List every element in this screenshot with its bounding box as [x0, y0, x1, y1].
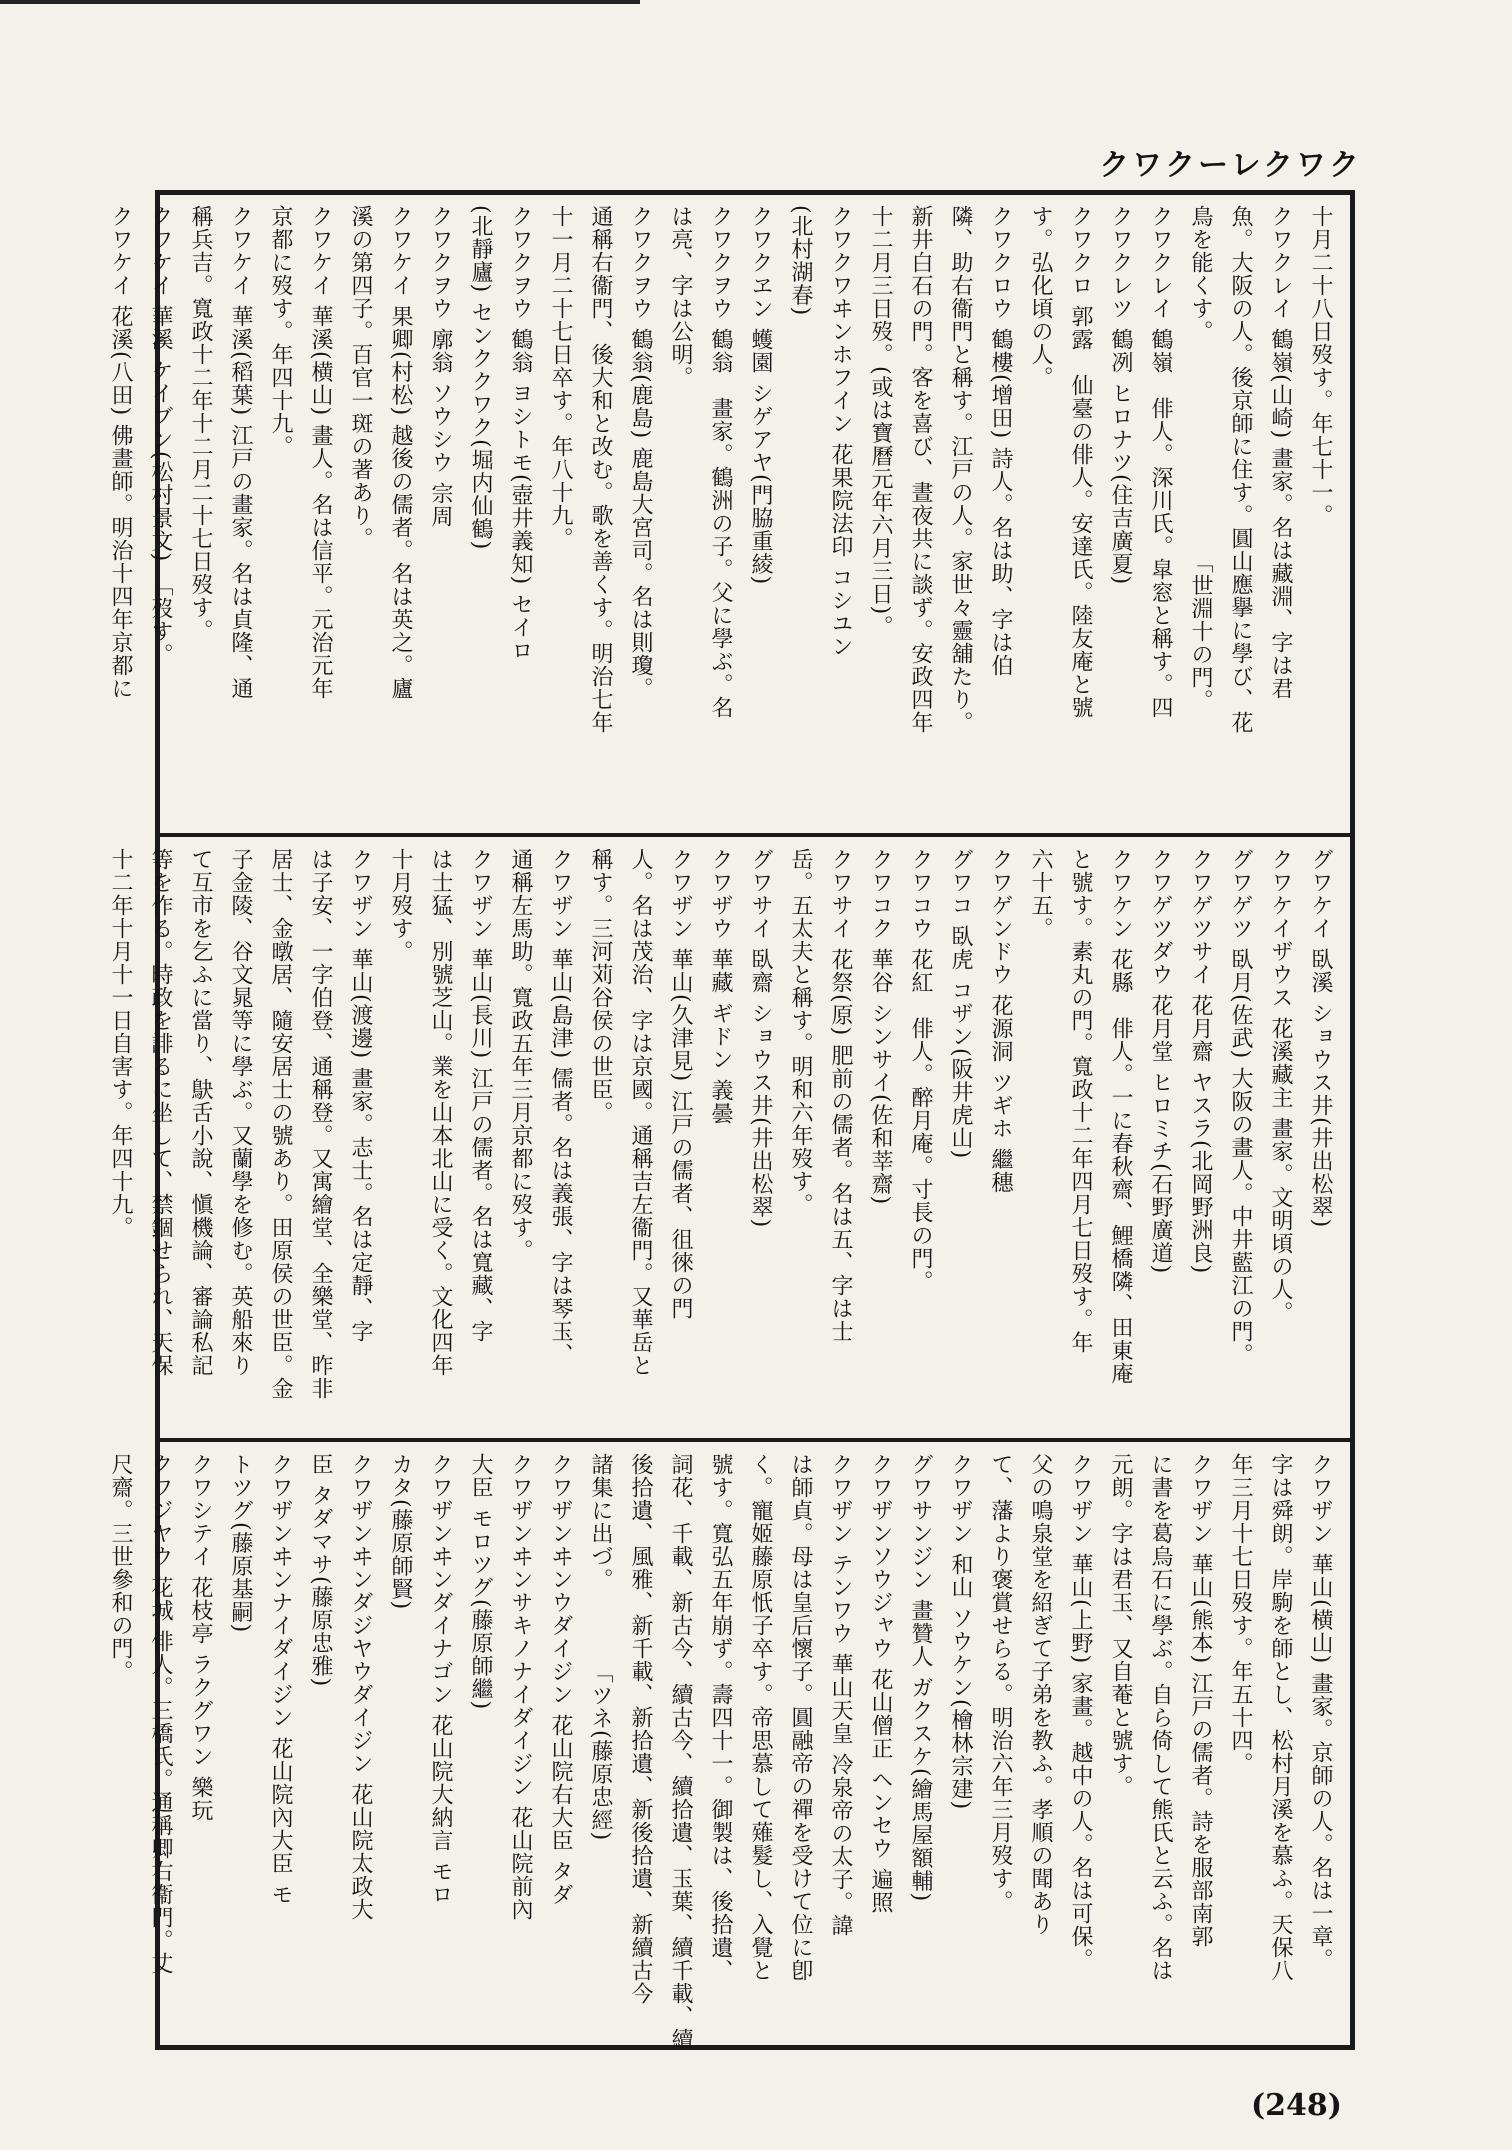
text-column: 年三月十七日歿す。年五十四。 — [1228, 1453, 1253, 1775]
text-column: クワクワヰンホフイン 花果院法印 コシユン — [828, 205, 853, 658]
text-column: クワコウ 花紅 俳人。醉月庵。寸長の門。 — [908, 848, 933, 1293]
text-column: 十二年十月十一日自害す。年四十九。 — [108, 848, 133, 1239]
text-column: クワザン 華山(横山) 畫家。京師の人。名は一章。 — [1308, 1453, 1333, 1972]
section-2 — [108, 838, 1350, 1438]
text-column: クワザン 和山 ソウケン(檜林宗建) — [948, 1453, 973, 1811]
text-column: クワザン 華山(熊本) 江戸の儒者。詩を服部南郭 — [1188, 1453, 1213, 1949]
text-column: 字は舜朗。岸駒を師とし、松村月溪を慕ふ。天保八 — [1268, 1453, 1293, 1982]
text-column: は亮、字は公明。 — [668, 205, 693, 389]
text-column: と號す。素丸の門。寬政十二年四月七日歿す。年 — [1068, 848, 1093, 1354]
text-column: 稱兵吉。寬政十二年十二月二十七日歿す。 — [188, 205, 213, 642]
text-column: (北靜廬) センククワク(堀内仙鶴) — [468, 205, 493, 551]
text-column: クワクヱン 蠖園 シゲアヤ(門脇重綾) — [748, 205, 773, 586]
text-column: グワゲツ 臥月(佐武) 大阪の畫人。中井藍江の門。 — [1228, 848, 1253, 1367]
text-column: 等を作る。時政を誹るに坐して、禁錮せられ、天保 — [148, 848, 173, 1377]
text-column: クワクロウ 鶴樓(增田) 詩人。名は助、字は伯 — [988, 205, 1013, 678]
text-column: クワクヲウ 鶴翁(鹿島) 鹿島大宮司。名は則瓊。 — [628, 205, 653, 701]
text-column: す。弘化頃の人。 — [1028, 205, 1053, 389]
text-column: クワクロ 郭露 仙臺の俳人。安達氏。陸友庵と號 — [1068, 205, 1093, 719]
text-column: クワザン テンワウ 華山天皇 冷泉帝の太子。諱 — [828, 1453, 853, 1937]
text-column: 大臣 モロツグ(藤原師繼) — [468, 1453, 493, 1711]
top-rule — [0, 0, 640, 4]
text-column: 人。名は茂治、字は京國。通稱吉左衞門。又華岳と — [628, 848, 653, 1377]
text-column: クワジヤウ 花城 俳人。三橋氏。通稱卿右衞門。丈 — [148, 1453, 173, 1975]
text-column: クワクレイ 鶴嶺 俳人。深川氏。皐窓と稱す。四 — [1148, 205, 1173, 719]
text-column: 居士、金暾居、隨安居士の號あり。田原侯の世臣。金 — [268, 848, 293, 1400]
text-column: は士猛、別號芝山。業を山本北山に受く。文化四年 — [428, 848, 453, 1377]
text-column: クワケイ 華溪(稻葉) 江戸の畫家。名は貞隆、通 — [228, 205, 253, 701]
text-column: クワザンヰンサキノナイダイジン 花山院前內 — [508, 1453, 533, 1921]
text-column: クワザンヰンウダイジン 花山院右大臣 タダ — [548, 1453, 573, 1906]
text-column: 十月二十八日歿す。年七十一。 — [1308, 205, 1333, 527]
text-column: 十月歿す。 — [388, 848, 413, 963]
section-2-columns — [108, 848, 1340, 1428]
text-column: カタ(藤原師賢) — [388, 1453, 413, 1611]
text-column: クワクヲウ 鶴翁 畫家。鶴洲の子。父に學ぶ。名 — [708, 205, 733, 719]
text-column: く。寵姬藤原忯子卒す。帝思慕して薙髮し、入覺と — [748, 1453, 773, 1982]
text-column: 京都に歿す。年四十九。 — [268, 205, 293, 458]
text-column: クワザンヰンナイダイジン 花山院內大臣 モ — [268, 1453, 293, 1906]
section-divider — [160, 1438, 1350, 1442]
text-column: クワザン 華山(長川) 江戸の儒者。名は寬藏、字 — [468, 848, 493, 1344]
text-column: クワザンソウジャウ 花山僧正 ヘンセウ 遍照 — [868, 1453, 893, 1914]
text-column: 父の鳴泉堂を紹ぎて子弟を教ふ。孝順の聞あり — [1028, 1453, 1053, 1936]
text-column: 新井白石の門。客を喜び、晝夜共に談ず。安政四年 — [908, 205, 933, 734]
text-column: クワケイ 華溪 ケイブン(松村景文) 「歿す。 — [148, 205, 173, 667]
text-column: に書を葛烏石に學ぶ。自ら倚して熊氏と云ふ。名は — [1148, 1453, 1173, 1982]
text-column: 隣、助右衞門と稱す。江戸の人。家世々靈舖たり。 — [948, 205, 973, 734]
text-column: 號す。寬弘五年崩ず。壽四十一。御製は、後拾遺、 — [708, 1453, 733, 1982]
text-column: クワザウ 華藏 ギドン 義曇 — [708, 848, 733, 1125]
text-column: 岳。五太夫と稱す。明和六年歿す。 — [788, 848, 813, 1216]
section-1 — [108, 195, 1350, 833]
running-head: クワクーレクワク — [1099, 148, 1362, 183]
text-column: クワゲツダウ 花月堂 ヒロミチ(石野廣道) — [1148, 848, 1173, 1275]
text-column: クワザン 華山(渡邊) 畫家。志士。名は定靜、字 — [348, 848, 373, 1344]
text-column: 十二月三日歿。(或は寶曆元年六月三日)。 — [868, 205, 893, 639]
text-column: クワサイ 花祭(原) 肥前の儒者。名は五、字は士 — [828, 848, 853, 1344]
text-column: クワゲンドウ 花源洞 ツギホ 繼穗 — [988, 848, 1013, 1194]
text-column: 魚。大阪の人。後京師に住す。圓山應擧に學び、花 — [1228, 205, 1253, 734]
text-column: 尺齋。三世參和の門。 — [108, 1453, 133, 1683]
text-column: 臣 タダマサ(藤原忠雅) — [308, 1453, 333, 1688]
text-column: クワケイ 果卿(村松) 越後の儒者。名は英之。廬 — [388, 205, 413, 701]
text-column: (北村湖春) — [788, 205, 813, 317]
text-column: 後拾遺、風雅、新千載、新拾遺、新後拾遺、新續古今 — [628, 1453, 653, 2005]
section-3 — [108, 1443, 1350, 2051]
text-column: 諸集に出づ。 「ツネ(藤原忠經) — [588, 1453, 613, 1842]
text-column: クワクヲウ 鶴翁 ヨシトモ(壺井義知) セイロ — [508, 205, 533, 663]
text-column: クワケン 花縣 俳人。一に春秋齋、鯉橋隣、田東庵 — [1108, 848, 1133, 1385]
text-column: 稱す。三河苅谷侯の世臣。 — [588, 848, 613, 1124]
text-column: クワザン 華山(上野) 家畫。越中の人。名は可保。 — [1068, 1453, 1093, 1972]
text-column: 六十五。 — [1028, 848, 1053, 940]
section-1-columns — [108, 205, 1340, 823]
text-column: 十一月二十七日卒す。年八十九。 — [548, 205, 573, 550]
text-column: クワケイ 華溪(横山) 畫人。名は信平。元治元年 — [308, 205, 333, 701]
text-column: クワザン 華山(久津見) 江戸の儒者、徂徠の門 — [668, 848, 693, 1321]
text-column: グワコ 臥虎 コザン(阪井虎山) — [948, 848, 973, 1160]
page-number: (248) — [1250, 2088, 1342, 2123]
text-column: クワゲツサイ 花月齋 ヤスラ(北岡野洲良) — [1188, 848, 1213, 1275]
text-column: 鳥を能くす。 「世淵十の門。 — [1188, 205, 1213, 712]
text-column: 元朗。字は君玉、又自菴と號す。 — [1108, 1453, 1133, 1798]
text-column: クワシテイ 花枝亭 ラクグワン 樂玩 — [188, 1453, 213, 1822]
text-column: クワクヲウ 廓翁 ソウシウ 宗周 — [428, 205, 453, 528]
text-column: クワクレツ 鶴冽 ヒロナツ(住吉廣夏) — [1108, 205, 1133, 586]
text-column: て互市を乞ふに當り、鴃舌小說、愼機論、審論私記 — [188, 848, 213, 1377]
text-column: クワザン 華山(島津) 儒者。名は義張、字は琴玉、 — [548, 848, 573, 1367]
text-column: クワコク 華谷 シンサイ(佐和莘齋) — [868, 848, 893, 1206]
section-divider — [160, 833, 1350, 837]
text-column: 通稱左馬助。寬政五年三月京都に歿す。 — [508, 848, 533, 1262]
text-column: クワクレイ 鶴嶺(山崎) 畫家。名は藏淵、字は君 — [1268, 205, 1293, 701]
text-column: は師貞。母は皇后懷子。圓融帝の禪を受けて位に卽 — [788, 1453, 813, 1982]
text-column: クワザンヰンダジヤウダイジン 花山院太政大 — [348, 1453, 373, 1921]
page-frame — [108, 190, 1355, 2051]
text-column: 溪の第四子。百官一斑の著あり。 — [348, 205, 373, 550]
text-column: トツグ(藤原基嗣) — [228, 1453, 253, 1634]
text-column: 子金陵、谷文晁等に學ぶ。又蘭學を修む。英船來り — [228, 848, 253, 1377]
text-column: クワケイ 花溪(八田) 佛畫師。明治十四年京都に — [108, 205, 133, 701]
section-3-columns — [108, 1453, 1340, 2051]
text-column: は子安、一字伯登、通稱登。又寓繪堂、全樂堂、昨非 — [308, 848, 333, 1400]
text-column: 詞花、千載、新古今、續古今、續拾遺、玉葉、續千載、續 — [668, 1453, 693, 2051]
text-column: クワケイザウス 花溪藏主 畫家。文明頃の人。 — [1268, 848, 1293, 1324]
text-column: グワサイ 臥齋 ショウス井(井出松翠) — [748, 848, 773, 1229]
text-column: て、藩より褒賞せらる。明治六年三月歿す。 — [988, 1453, 1013, 1913]
text-column: クワザンヰンダイナゴン 花山院大納言 モロ — [428, 1453, 453, 1906]
text-column: グワサンジン 畫贊人 ガクスケ(繪馬屋額輔) — [908, 1453, 933, 1903]
text-column: 通稱右衞門、後大和と改む。歌を善くす。明治七年 — [588, 205, 613, 734]
text-column: グワケイ 臥溪 ショウス井(井出松翠) — [1308, 848, 1333, 1229]
